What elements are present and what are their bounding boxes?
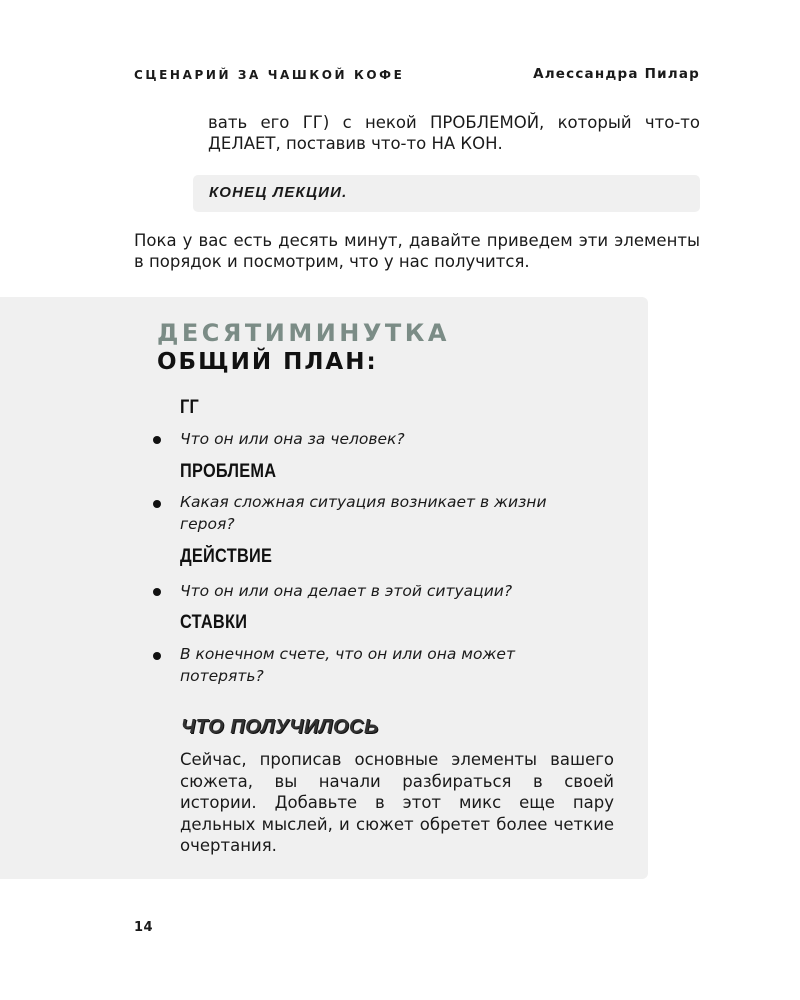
plan-heading-action: ДЕЙСТВИЕ	[180, 546, 273, 567]
continuation-paragraph: вать его ГГ) с некой ПРОБЛЕМОЙ, который что-то ДЕЛАЕТ, поставив что-то НА КОН.	[208, 113, 700, 153]
bullet-icon	[153, 436, 161, 444]
running-header-title: СЦЕНАРИЙ ЗА ЧАШКОЙ КОФЕ	[134, 68, 405, 82]
plan-question-problem: Какая сложная ситуация возникает в жизни героя?	[180, 493, 547, 533]
bullet-icon	[153, 588, 161, 596]
result-heading: ЧТО ПОЛУЧИЛОСЬ	[181, 716, 379, 738]
lecture-end-label: КОНЕЦ ЛЕКЦИИ.	[209, 184, 348, 201]
lecture-end-banner	[193, 175, 700, 212]
bullet-icon	[153, 652, 161, 660]
running-header-author: Алессандра Пилар	[533, 66, 700, 82]
plan-heading-problem: ПРОБЛЕМА	[180, 461, 277, 482]
bullet-icon	[153, 500, 161, 508]
main-paragraph: Пока у вас есть десять минут, давайте приведем эти элементы в порядок и посмотрим, что у нас получится.	[134, 231, 700, 271]
plan-heading-protagonist: ГГ	[180, 397, 200, 418]
result-paragraph: Сейчас, прописав основные элементы вашего сюжета, вы начали разбираться в своей истории. Добавьте в этот микс еще пару дельных мыслей, и сюжет обретет более четкие очертания.	[180, 750, 614, 855]
plan-question-action: Что он или она делает в этой ситуации?	[180, 582, 513, 600]
plan-question-protagonist: Что он или она за человек?	[180, 430, 405, 448]
plan-question-stakes: В конечном счете, что он или она может потерять?	[180, 645, 515, 685]
exercise-kicker: ДЕСЯТИМИНУТКА	[157, 319, 450, 347]
page-number: 14	[134, 920, 154, 935]
exercise-title: ОБЩИЙ ПЛАН:	[157, 349, 378, 375]
plan-heading-stakes: СТАВКИ	[180, 612, 248, 633]
